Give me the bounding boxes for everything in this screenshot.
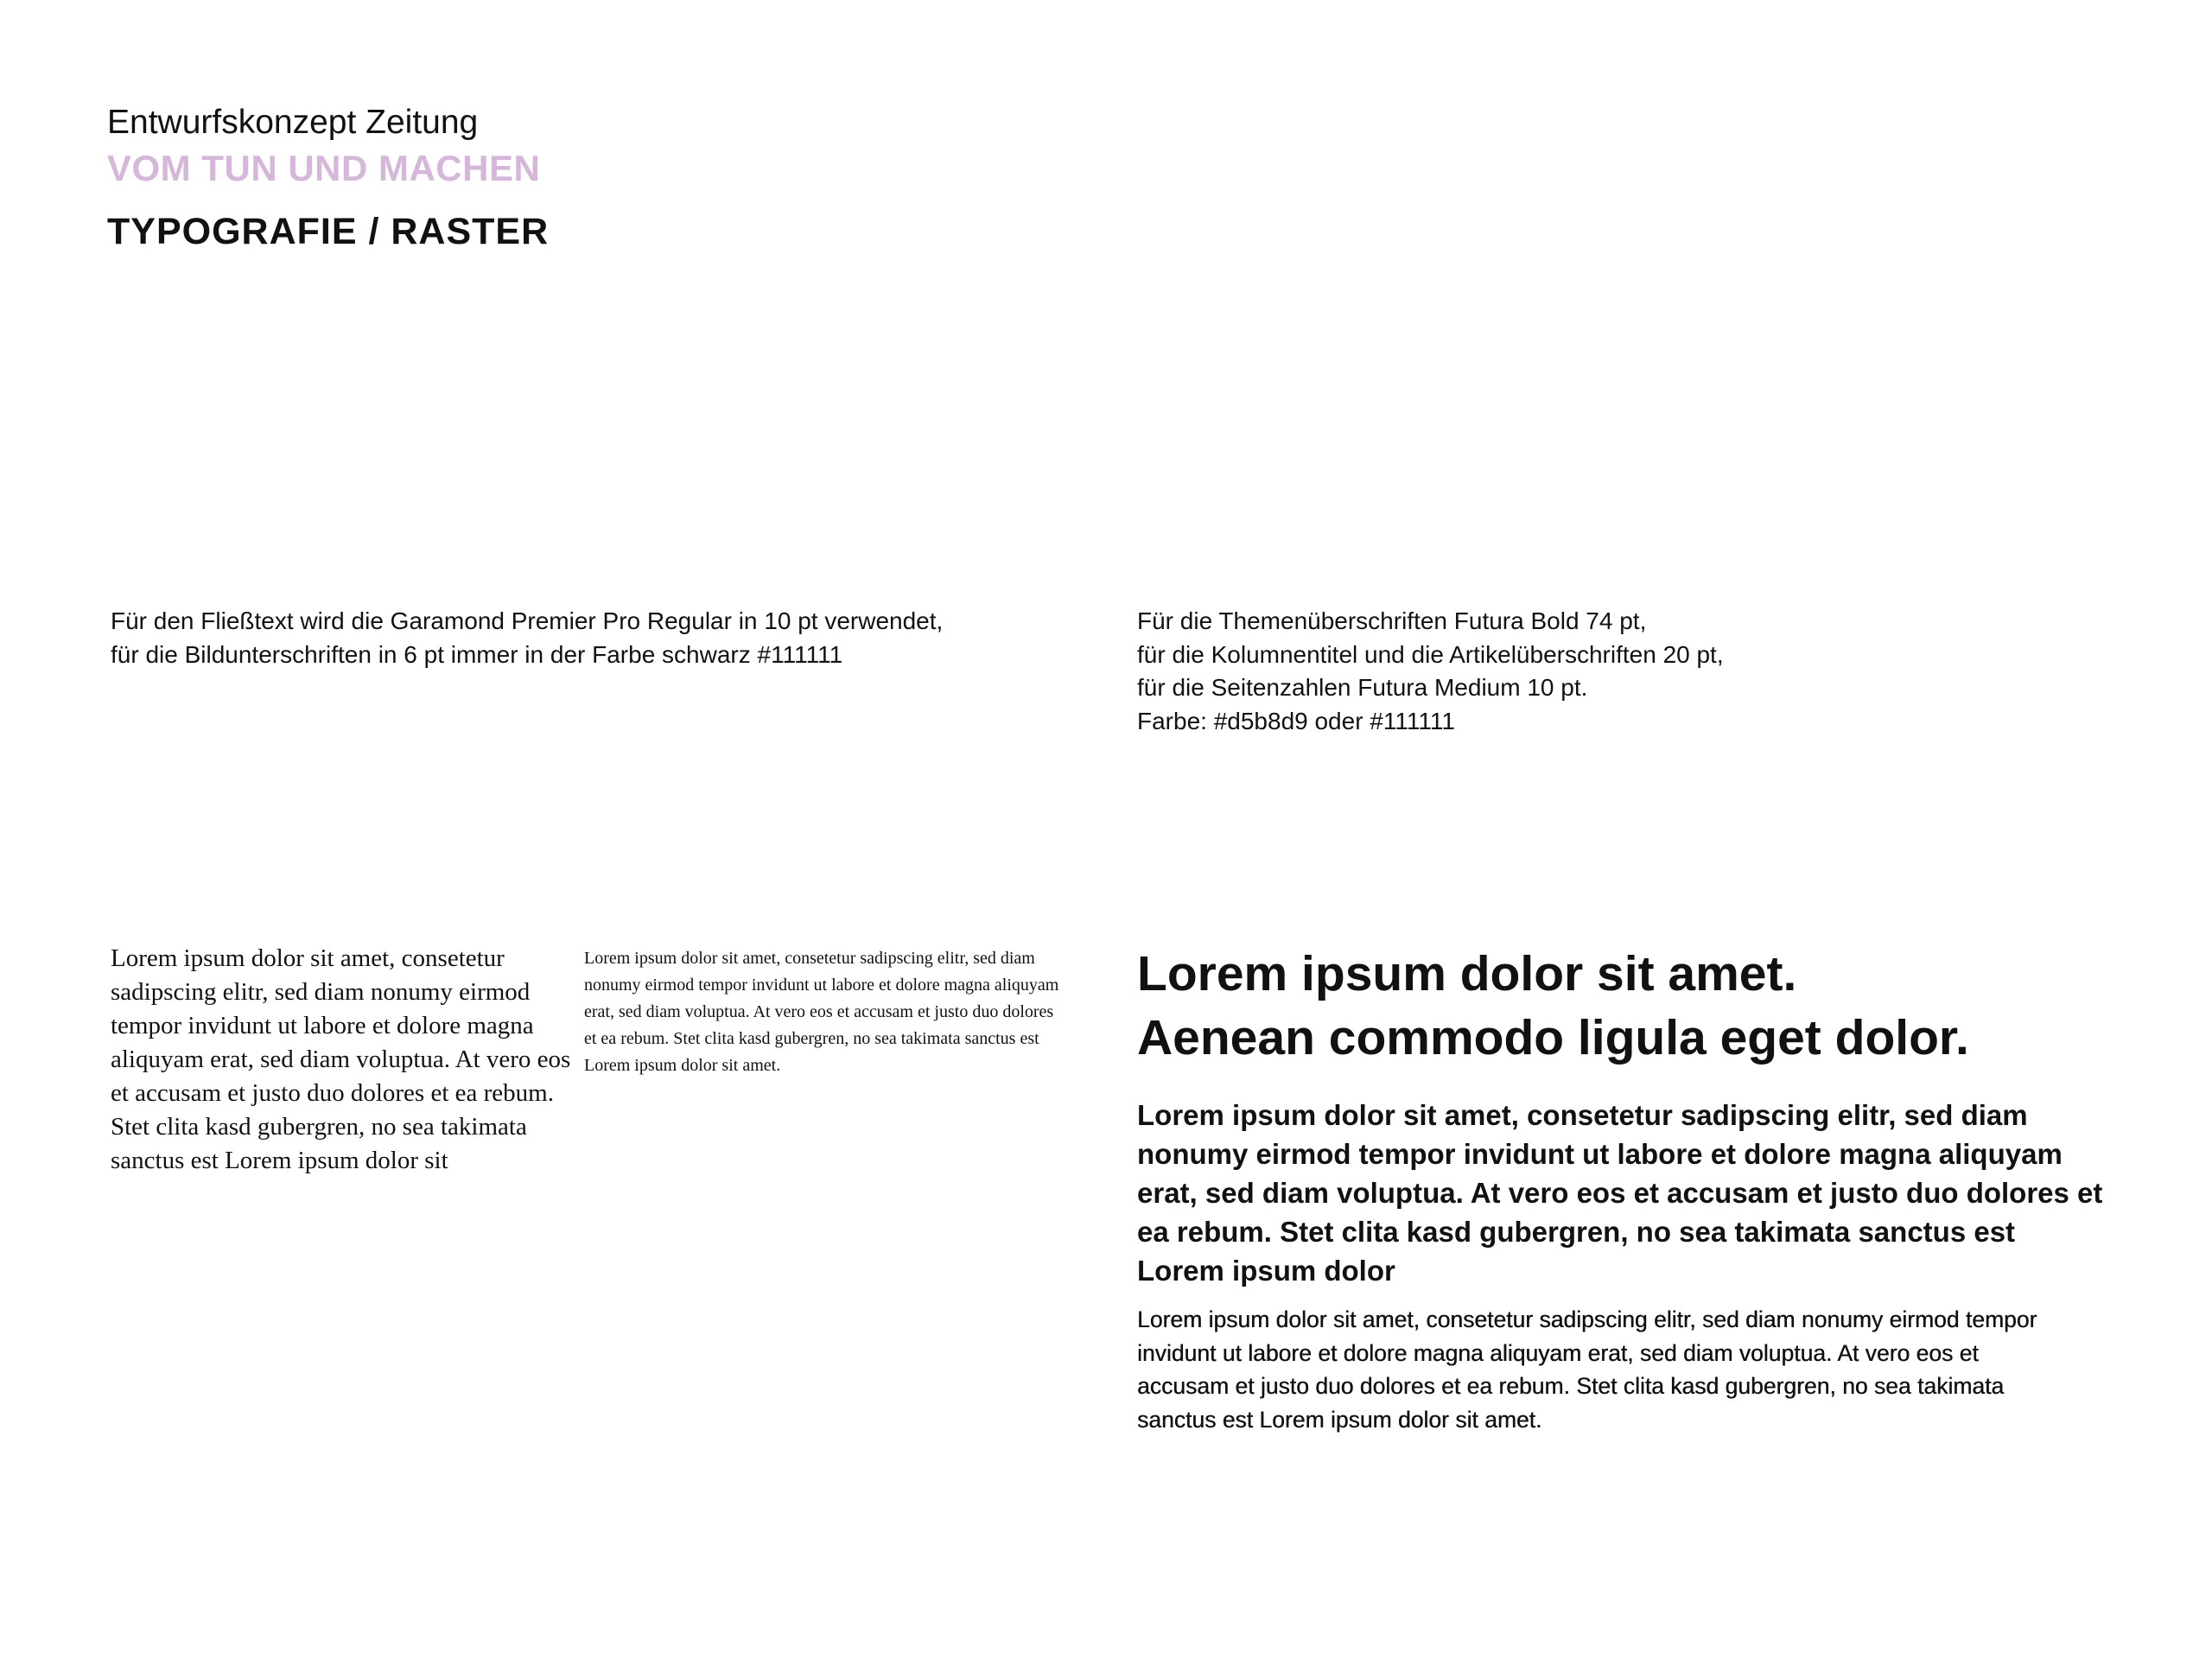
spec-line: für die Kolumnentitel und die Artikelüberschriften 20 pt, <box>1137 640 1724 668</box>
headline-line: Lorem ipsum dolor sit amet. <box>1137 946 1797 1001</box>
spec-line: für die Bildunterschriften in 6 pt immer in der Farbe schwarz #111111 <box>111 640 843 668</box>
document-subtitle: VOM TUN UND MACHEN <box>107 148 541 188</box>
lead-text-sample: Lorem ipsum dolor sit amet, consetetur sadipscing elitr, sed diam nonumy eirmod tempor invidunt ut labore et dolore magna aliquyam erat, sed diam voluptua. At vero eos et accusam et justo duo dolores et ea rebum. Stet clita kasd gubergren, no sea takimata sanctus est Lorem ipsum dolor sit amet. <box>1137 1306 2037 1433</box>
spec-line: Für die Themenüberschriften Futura Bold 74 pt, <box>1137 607 1647 634</box>
document-title: Entwurfskonzept Zeitung <box>107 104 479 141</box>
spec-line: für die Seitenzahlen Futura Medium 10 pt. <box>1137 674 1588 701</box>
headline-line: Aenean commodo ligula eget dolor. <box>1137 1010 1969 1065</box>
spec-line: Farbe: #d5b8d9 oder #111111 <box>1137 707 1455 734</box>
subheadline-sample: Lorem ipsum dolor sit amet, consetetur sadipscing elitr, sed diam nonumy eirmod tempor invidunt ut labore et dolore magna aliquyam erat, sed diam voluptua. At vero eos et accusam et justo duo dolores et ea rebum. Stet clita kasd gubergren, no sea takimata sanctus est Lorem ipsum dolor <box>1137 1099 2103 1287</box>
body-text-sample: Lorem ipsum dolor sit amet, consetetur sadipscing elitr, sed diam nonumy eirmod tempor invidunt ut labore et dolore magna aliquyam erat, sed diam voluptua. At vero eos et accusam et justo duo dolores et ea rebum. Stet clita kasd gubergren, no sea takimata sanctus est Lorem ipsum dolor sit <box>111 944 571 1174</box>
spec-note-body-text <box>111 605 943 671</box>
spec-line: Für den Fließtext wird die Garamond Premier Pro Regular in 10 pt verwendet, <box>111 607 944 634</box>
caption-text-sample: Lorem ipsum dolor sit amet, consetetur sadipscing elitr, sed diam nonumy eirmod tempor invidunt ut labore et dolore magna aliquyam erat, sed diam voluptua. At vero eos et accusam et justo duo dolores et ea rebum. Stet clita kasd gubergren, no sea takimata sanctus est Lorem ipsum dolor sit amet. <box>584 949 1059 1075</box>
headline-sample <box>1137 942 1969 1070</box>
section-title: TYPOGRAFIE / RASTER <box>107 211 550 252</box>
spec-note-headlines <box>1137 605 1724 738</box>
